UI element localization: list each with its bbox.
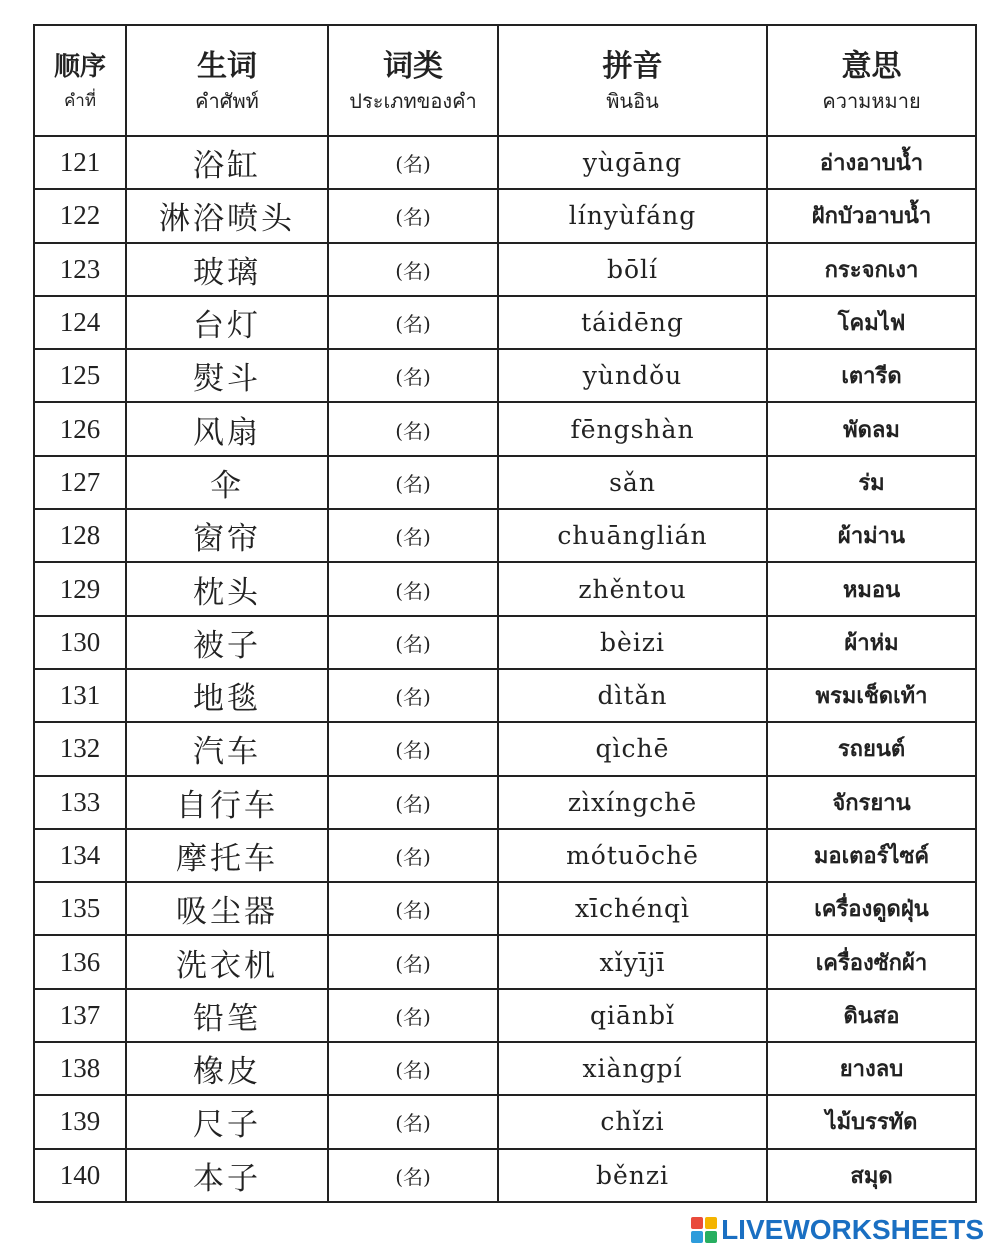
row-pinyin: línyùfáng (498, 189, 767, 242)
row-meaning: โคมไฟ (767, 296, 976, 349)
row-part-of-speech: (名) (328, 509, 498, 562)
row-part-of-speech: (名) (328, 1149, 498, 1202)
header-meaning (767, 25, 976, 136)
row-pinyin: fēngshàn (498, 402, 767, 455)
row-meaning: อ่างอาบน้ำ (767, 136, 976, 189)
row-meaning: ผ้าห่ม (767, 616, 976, 669)
row-meaning: พัดลม (767, 402, 976, 455)
header-row (34, 25, 976, 136)
row-word: 本子 (126, 1149, 328, 1202)
row-word: 熨斗 (126, 349, 328, 402)
table-row (34, 296, 976, 349)
row-meaning: หมอน (767, 562, 976, 615)
row-meaning: ดินสอ (767, 989, 976, 1042)
logo-square-green (705, 1231, 717, 1243)
row-pinyin: zìxíngchē (498, 776, 767, 829)
row-part-of-speech: (名) (328, 562, 498, 615)
watermark-text: LIVEWORKSHEETS (721, 1214, 984, 1245)
row-meaning: ผ้าม่าน (767, 509, 976, 562)
row-word: 伞 (126, 456, 328, 509)
row-pinyin: bōlí (498, 243, 767, 296)
row-number: 125 (34, 349, 126, 402)
table-row (34, 349, 976, 402)
row-number: 137 (34, 989, 126, 1042)
row-number: 131 (34, 669, 126, 722)
row-part-of-speech: (名) (328, 136, 498, 189)
row-part-of-speech: (名) (328, 402, 498, 455)
table-row (34, 402, 976, 455)
liveworksheets-watermark (687, 1212, 988, 1248)
row-pinyin: táidēng (498, 296, 767, 349)
row-meaning: กระจกเงา (767, 243, 976, 296)
row-part-of-speech: (名) (328, 935, 498, 988)
table-row (34, 935, 976, 988)
row-pinyin: sǎn (498, 456, 767, 509)
row-number: 122 (34, 189, 126, 242)
row-part-of-speech: (名) (328, 829, 498, 882)
row-meaning: ร่ม (767, 456, 976, 509)
table-row (34, 669, 976, 722)
logo-square-red (691, 1217, 703, 1229)
row-part-of-speech: (名) (328, 722, 498, 775)
table-row (34, 616, 976, 669)
row-meaning: เครื่องดูดฝุ่น (767, 882, 976, 935)
table-row (34, 189, 976, 242)
header-meaning-zh: 意思 (841, 48, 902, 84)
row-part-of-speech: (名) (328, 349, 498, 402)
row-meaning: ยางลบ (767, 1042, 976, 1095)
row-pinyin: qìchē (498, 722, 767, 775)
row-word: 洗衣机 (126, 935, 328, 988)
row-number: 130 (34, 616, 126, 669)
row-meaning: เครื่องซักผ้า (767, 935, 976, 988)
row-pinyin: chǐzi (498, 1095, 767, 1148)
table-row (34, 1095, 976, 1148)
table-row (34, 243, 976, 296)
row-pinyin: zhěntou (498, 562, 767, 615)
row-number: 127 (34, 456, 126, 509)
row-pinyin: yùndǒu (498, 349, 767, 402)
vocabulary-table (33, 24, 977, 1203)
row-meaning: ฝักบัวอาบน้ำ (767, 189, 976, 242)
row-number: 132 (34, 722, 126, 775)
row-meaning: สมุด (767, 1149, 976, 1202)
header-meaning-th: ความหมาย (822, 88, 921, 113)
row-word: 摩托车 (126, 829, 328, 882)
header-part-of-speech (328, 25, 498, 136)
logo-square-blue (691, 1231, 703, 1243)
row-part-of-speech: (名) (328, 189, 498, 242)
row-part-of-speech: (名) (328, 296, 498, 349)
row-part-of-speech: (名) (328, 1095, 498, 1148)
row-number: 121 (34, 136, 126, 189)
row-meaning: มอเตอร์ไซค์ (767, 829, 976, 882)
table-row (34, 882, 976, 935)
row-meaning: จักรยาน (767, 776, 976, 829)
row-number: 135 (34, 882, 126, 935)
row-pinyin: bèizi (498, 616, 767, 669)
header-order (34, 25, 126, 136)
row-word: 被子 (126, 616, 328, 669)
row-meaning: เตารีด (767, 349, 976, 402)
row-pinyin: xiàngpí (498, 1042, 767, 1095)
row-meaning: รถยนต์ (767, 722, 976, 775)
row-part-of-speech: (名) (328, 243, 498, 296)
row-word: 铅笔 (126, 989, 328, 1042)
table-row (34, 1042, 976, 1095)
row-word: 吸尘器 (126, 882, 328, 935)
header-word-th: คำศัพท์ (195, 88, 259, 113)
header-word-zh: 生词 (197, 48, 257, 84)
header-part-of-speech-th: ประเภทของคำ (349, 88, 477, 113)
header-pinyin (498, 25, 767, 136)
row-number: 136 (34, 935, 126, 988)
header-order-zh: 顺序 (53, 51, 106, 82)
row-pinyin: dìtǎn (498, 669, 767, 722)
row-word: 淋浴喷头 (126, 189, 328, 242)
row-word: 橡皮 (126, 1042, 328, 1095)
row-number: 128 (34, 509, 126, 562)
row-number: 123 (34, 243, 126, 296)
row-word: 地毯 (126, 669, 328, 722)
header-pinyin-zh: 拼音 (602, 48, 663, 84)
header-order-th: คำที่ (63, 90, 97, 111)
table-row (34, 136, 976, 189)
row-word: 台灯 (126, 296, 328, 349)
row-part-of-speech: (名) (328, 989, 498, 1042)
row-number: 139 (34, 1095, 126, 1148)
row-part-of-speech: (名) (328, 616, 498, 669)
logo-square-yellow (705, 1217, 717, 1229)
row-part-of-speech: (名) (328, 669, 498, 722)
row-part-of-speech: (名) (328, 776, 498, 829)
liveworksheets-logo-icon (691, 1217, 717, 1243)
row-pinyin: xīchénqì (498, 882, 767, 935)
row-meaning: พรมเช็ดเท้า (767, 669, 976, 722)
row-word: 浴缸 (126, 136, 328, 189)
row-pinyin: mótuōchē (498, 829, 767, 882)
row-pinyin: běnzi (498, 1149, 767, 1202)
table-row (34, 776, 976, 829)
table-row (34, 829, 976, 882)
table-row (34, 989, 976, 1042)
header-word (126, 25, 328, 136)
row-word: 枕头 (126, 562, 328, 615)
header-part-of-speech-zh: 词类 (383, 48, 443, 84)
row-pinyin: chuānglián (498, 509, 767, 562)
row-number: 140 (34, 1149, 126, 1202)
row-word: 自行车 (126, 776, 328, 829)
row-part-of-speech: (名) (328, 882, 498, 935)
row-word: 尺子 (126, 1095, 328, 1148)
table-row (34, 722, 976, 775)
table-row (34, 509, 976, 562)
row-number: 133 (34, 776, 126, 829)
row-part-of-speech: (名) (328, 456, 498, 509)
row-number: 138 (34, 1042, 126, 1095)
table-row (34, 562, 976, 615)
row-number: 124 (34, 296, 126, 349)
table-body (34, 136, 976, 1202)
header-pinyin-th: พินอิน (606, 88, 659, 113)
row-word: 风扇 (126, 402, 328, 455)
table-header (34, 25, 976, 136)
row-word: 汽车 (126, 722, 328, 775)
row-meaning: ไม้บรรทัด (767, 1095, 976, 1148)
row-part-of-speech: (名) (328, 1042, 498, 1095)
table-row (34, 456, 976, 509)
row-number: 126 (34, 402, 126, 455)
row-word: 玻璃 (126, 243, 328, 296)
row-number: 129 (34, 562, 126, 615)
row-number: 134 (34, 829, 126, 882)
row-word: 窗帘 (126, 509, 328, 562)
row-pinyin: yùgāng (498, 136, 767, 189)
table-row (34, 1149, 976, 1202)
row-pinyin: qiānbǐ (498, 989, 767, 1042)
row-pinyin: xǐyījī (498, 935, 767, 988)
